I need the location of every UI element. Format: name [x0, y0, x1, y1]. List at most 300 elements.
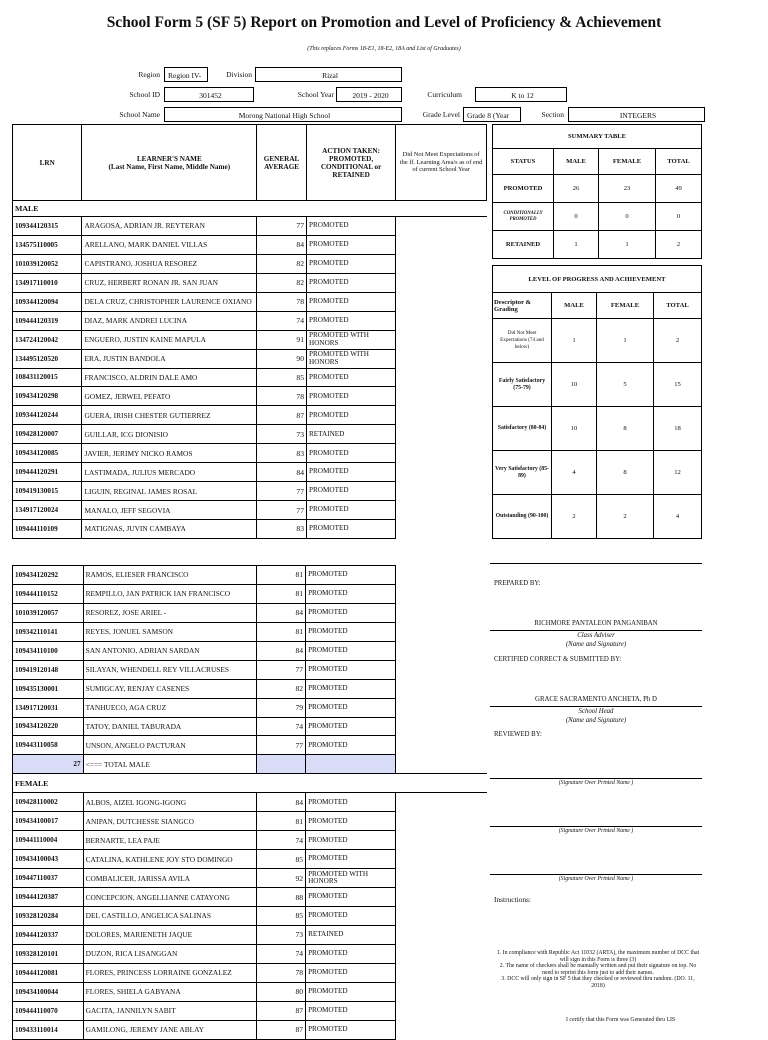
- progress-female: 1: [597, 319, 654, 363]
- instruction-item: 2. The name of checkers shall be manually written and put their signature on top. No need to reprint this form just to add their names.: [499, 963, 697, 976]
- learner-row: [13, 566, 488, 585]
- learner-row: [13, 501, 487, 520]
- section-label: Section: [541, 110, 564, 119]
- learner-action: PROMOTED WITH HONORS: [306, 869, 396, 888]
- learner-dnm: [396, 235, 487, 254]
- learner-average: 87: [257, 1020, 306, 1039]
- learner-name: DUZON, RICA LISANGGAN: [83, 944, 257, 963]
- head-role: School Head: [578, 708, 614, 715]
- learner-average: 77: [257, 736, 306, 755]
- learner-row: [13, 982, 488, 1001]
- learner-action: PROMOTED: [306, 660, 396, 679]
- learner-lrn: 134724120042: [13, 330, 82, 349]
- school-year-value: 2019 - 2020: [336, 87, 402, 102]
- summary-col-status: STATUS: [493, 149, 554, 175]
- learner-average: 84: [257, 603, 306, 622]
- learner-name: DEL CASTILLO, ANGELICA SALINAS: [83, 907, 257, 926]
- learner-name: CATALINA, KATHLENE JOY STO DOMINGO: [83, 850, 257, 869]
- learner-lrn: 101039120052: [13, 254, 82, 273]
- learner-lrn: 109328120284: [13, 907, 84, 926]
- col-dnm: Did Not Meet Expectations of the ff. Learning Area/s as of end of current School Year: [396, 125, 487, 201]
- progress-male: 2: [552, 495, 597, 539]
- learner-dnm: [396, 292, 487, 311]
- summary-total: 0: [656, 203, 702, 231]
- learner-row: [13, 584, 488, 603]
- learner-lrn: 109447110037: [13, 869, 84, 888]
- learner-lrn: 109328120101: [13, 944, 84, 963]
- learner-row: [13, 679, 488, 698]
- learner-action: PROMOTED: [307, 444, 396, 463]
- learner-average: 90: [257, 349, 307, 368]
- learner-average: 74: [257, 717, 306, 736]
- learner-dnm: [396, 907, 487, 926]
- learner-average: 74: [257, 311, 307, 330]
- section-value: INTEGERS: [568, 107, 705, 122]
- learner-row: [13, 273, 487, 292]
- summary-col-female: FEMALE: [599, 149, 656, 175]
- learner-average: 78: [257, 292, 307, 311]
- progress-female: 5: [597, 363, 654, 407]
- learner-name: FRANCISCO, ALDRIN DALE AMO: [82, 368, 257, 387]
- learner-dnm: [396, 660, 487, 679]
- learner-name: UNSON, ANGELO PACTURAN: [83, 736, 257, 755]
- learner-average: 84: [257, 235, 307, 254]
- male-section-label: MALE: [13, 201, 487, 217]
- learner-lrn: 109344120244: [13, 406, 82, 425]
- learner-lrn: 109434100017: [13, 812, 84, 831]
- learner-action: PROMOTED: [306, 641, 396, 660]
- progress-row: [493, 407, 702, 451]
- learner-lrn: 109433110014: [13, 1020, 84, 1039]
- progress-total: 12: [654, 451, 702, 495]
- learner-action: PROMOTED: [307, 254, 396, 273]
- learner-name: GAMILONG, JEREMY JANE ABLAY: [83, 1020, 257, 1039]
- learner-dnm: [396, 603, 487, 622]
- summary-female: 23: [599, 175, 656, 203]
- learner-dnm: [396, 463, 487, 482]
- summary-status: PROMOTED: [493, 175, 554, 203]
- learner-lrn: 109444110152: [13, 584, 84, 603]
- grade-level-value: Grade 8 (Year: [463, 107, 521, 122]
- learner-dnm: [396, 349, 487, 368]
- learner-row: [13, 254, 487, 273]
- learner-action: PROMOTED: [307, 482, 396, 501]
- learner-average: 74: [257, 831, 306, 850]
- learner-dnm: [396, 330, 487, 349]
- col-name-sub: (Last Name, First Name, Middle Name): [108, 162, 231, 171]
- learner-name: MATIGNAS, JUVIN CAMBAYA: [82, 520, 257, 539]
- learner-action: PROMOTED: [306, 982, 396, 1001]
- progress-desc: Fairly Satisfactory (75-79): [493, 363, 552, 407]
- learner-action: PROMOTED: [307, 235, 396, 254]
- learner-name: SAN ANTONIO, ADRIAN SARDAN: [83, 641, 257, 660]
- learner-average: 88: [257, 888, 306, 907]
- learner-action: PROMOTED: [307, 501, 396, 520]
- learner-row: [13, 793, 488, 812]
- learner-name: MANALO, JEFF SEGOVIA: [82, 501, 257, 520]
- learner-action: PROMOTED: [306, 1020, 396, 1039]
- grade-level-label: Grade Level: [422, 110, 460, 119]
- sig-over-1: (Signature Over Printed Name ): [558, 780, 634, 786]
- division-label: Division: [226, 70, 252, 79]
- learner-row: [13, 869, 488, 888]
- learner-action: PROMOTED: [306, 679, 396, 698]
- learner-action: PROMOTED: [307, 368, 396, 387]
- summary-status: CONDITIONALLY PROMOTED: [493, 203, 554, 231]
- learner-average: 85: [257, 850, 306, 869]
- summary-female: 0: [599, 203, 656, 231]
- learner-dnm: [396, 925, 487, 944]
- learner-lrn: 109444120319: [13, 311, 82, 330]
- learner-name: TATOY, DANIEL TABURADA: [83, 717, 257, 736]
- learner-lrn: 134917120031: [13, 698, 84, 717]
- learner-average: 77: [257, 660, 306, 679]
- learner-row: [13, 622, 488, 641]
- learner-average: 85: [257, 368, 307, 387]
- learner-dnm: [396, 963, 487, 982]
- learner-row: [13, 944, 488, 963]
- learner-row: [13, 406, 487, 425]
- learner-name: SILAYAN, WHENDELL REY VILLACRUSES: [83, 660, 257, 679]
- learner-action: PROMOTED: [307, 463, 396, 482]
- learner-action: PROMOTED: [306, 622, 396, 641]
- prepared-by-label: PREPARED BY:: [494, 580, 541, 587]
- summary-male: 1: [554, 231, 599, 259]
- head-sub: (Name and Signature): [565, 717, 627, 724]
- progress-row: [493, 319, 702, 363]
- learner-dnm: [396, 831, 487, 850]
- learner-average: 81: [257, 812, 306, 831]
- learner-row: [13, 907, 488, 926]
- learner-average: 85: [257, 907, 306, 926]
- learner-name: GUERA, IRISH CHESTER GUTIERREZ: [82, 406, 257, 425]
- learner-lrn: 109434100044: [13, 982, 84, 1001]
- learner-lrn: 134917120024: [13, 501, 82, 520]
- progress-col-total: TOTAL: [654, 293, 702, 319]
- progress-col-male: MALE: [552, 293, 597, 319]
- learner-average: 81: [257, 622, 306, 641]
- summary-total: 2: [656, 231, 702, 259]
- learner-dnm: [396, 812, 487, 831]
- progress-row: [493, 495, 702, 539]
- learner-action: PROMOTED WITH HONORS: [307, 330, 396, 349]
- learner-average: 87: [257, 406, 307, 425]
- learner-row: [13, 425, 487, 444]
- female-section-label: FEMALE: [13, 774, 488, 793]
- learner-name: REYES, JONUEL SAMSON: [83, 622, 257, 641]
- learner-action: PROMOTED: [306, 566, 396, 585]
- learner-name: FLORES, SHIELA GABYANA: [83, 982, 257, 1001]
- learner-action: PROMOTED: [306, 736, 396, 755]
- learner-name: ALBOS, AIZEL IGONG-IGONG: [83, 793, 257, 812]
- progress-female: 8: [597, 451, 654, 495]
- learner-name: ARAGOSA, ADRIAN JR. REYTERAN: [82, 217, 257, 236]
- learner-action: PROMOTED: [307, 406, 396, 425]
- learner-row: [13, 888, 488, 907]
- learner-action: PROMOTED: [306, 812, 396, 831]
- learner-name: DELA CRUZ, CHRISTOPHER LAURENCE OXIANO: [82, 292, 257, 311]
- total-male-label: <=== TOTAL MALE: [83, 755, 257, 774]
- school-name-value: Morong National High School: [164, 107, 402, 122]
- learner-dnm: [396, 869, 487, 888]
- learner-average: 81: [257, 584, 306, 603]
- col-lrn: LRN: [13, 125, 82, 201]
- curriculum-value: K to 12: [475, 87, 567, 102]
- instruction-item: 3. DCC will only sign in SF 5 that they checked or reviewed thru random. (DO. 11, 2018): [501, 976, 695, 989]
- progress-male: 4: [552, 451, 597, 495]
- learner-row: [13, 217, 487, 236]
- learner-average: 77: [257, 217, 307, 236]
- learner-action: RETAINED: [307, 425, 396, 444]
- total-male-count: 27: [13, 755, 84, 774]
- learner-name: COMBALICER, JARISSA AVILA: [83, 869, 257, 888]
- progress-total: 18: [654, 407, 702, 451]
- learner-action: PROMOTED: [306, 603, 396, 622]
- col-action: ACTION TAKEN: PROMOTED, CONDITIONAL or RETAINED: [307, 125, 396, 201]
- learner-average: 84: [257, 793, 306, 812]
- learner-average: 84: [257, 463, 307, 482]
- learner-name: CONCEPCION, ANGELLIANNE CATAYONG: [83, 888, 257, 907]
- learner-average: 81: [257, 566, 306, 585]
- learner-row: [13, 349, 487, 368]
- learner-name: SUMIGCAY, RENJAY CASENES: [83, 679, 257, 698]
- learner-average: 82: [257, 254, 307, 273]
- learner-dnm: [396, 736, 487, 755]
- learner-lrn: 109434120085: [13, 444, 82, 463]
- learner-dnm: [396, 311, 487, 330]
- learner-name: GOMEZ, JERWEL PEFATO: [82, 387, 257, 406]
- learner-action: PROMOTED: [307, 387, 396, 406]
- learner-action: PROMOTED: [306, 907, 396, 926]
- learner-table-page1: [12, 124, 487, 539]
- learner-lrn: 101039120057: [13, 603, 84, 622]
- learner-dnm: [396, 698, 487, 717]
- learner-dnm: [396, 622, 487, 641]
- learner-row: [13, 603, 488, 622]
- learner-lrn: 109428120007: [13, 425, 82, 444]
- learner-action: PROMOTED WITH HONORS: [307, 349, 396, 368]
- learner-action: PROMOTED: [306, 831, 396, 850]
- region-value: Region IV-: [164, 67, 208, 82]
- learner-name: CAPISTRANO, JOSHUA RESOREZ: [82, 254, 257, 273]
- learner-dnm: [396, 387, 487, 406]
- col-name: [82, 125, 257, 201]
- learner-row: [13, 698, 488, 717]
- learner-dnm: [396, 425, 487, 444]
- progress-col-female: FEMALE: [597, 293, 654, 319]
- progress-female: 2: [597, 495, 654, 539]
- progress-row: [493, 451, 702, 495]
- learner-average: 78: [257, 387, 307, 406]
- sig-over-3: (Signature Over Printed Name ): [558, 876, 634, 882]
- learner-action: PROMOTED: [306, 793, 396, 812]
- learner-lrn: 109344120315: [13, 217, 82, 236]
- learner-row: [13, 387, 487, 406]
- learner-action: PROMOTED: [307, 520, 396, 539]
- learner-row: [13, 925, 488, 944]
- progress-desc: Did Not Meet Expectations (74 and below): [493, 319, 552, 363]
- learner-lrn: 109419120148: [13, 660, 84, 679]
- adviser-role: Class Adviser: [577, 632, 615, 639]
- certified-label: CERTIFIED CORRECT & SUBMITTED BY:: [494, 656, 622, 663]
- learner-row: [13, 660, 488, 679]
- progress-male: 1: [552, 319, 597, 363]
- learner-average: 84: [257, 641, 306, 660]
- learner-row: [13, 482, 487, 501]
- learner-dnm: [396, 982, 487, 1001]
- learner-dnm: [396, 679, 487, 698]
- learner-row: [13, 235, 487, 254]
- learner-dnm: [396, 944, 487, 963]
- learner-action: PROMOTED: [306, 1001, 396, 1020]
- learner-name: LIGUIN, REGINAL JAMES ROSAL: [82, 482, 257, 501]
- learner-action: PROMOTED: [307, 311, 396, 330]
- learner-action: PROMOTED: [306, 717, 396, 736]
- learner-name: RESOREZ, JOSE ARIEL -: [83, 603, 257, 622]
- learner-action: PROMOTED: [306, 963, 396, 982]
- learner-lrn: 109444120081: [13, 963, 84, 982]
- learner-name: JAVIER, JERIMY NICKO RAMOS: [82, 444, 257, 463]
- learner-row: [13, 368, 487, 387]
- learner-row: [13, 311, 487, 330]
- learner-average: 91: [257, 330, 307, 349]
- learner-row: [13, 1001, 488, 1020]
- learner-average: 73: [257, 425, 307, 444]
- learner-lrn: 109443110058: [13, 736, 84, 755]
- learner-row: [13, 717, 488, 736]
- learner-lrn: 109444110070: [13, 1001, 84, 1020]
- learner-average: 83: [257, 444, 307, 463]
- instruction-item: 1. In compliance with Republic Act 11032 (ARTA), the maximum number of DCC that will sign in this Form is three (3): [496, 950, 700, 963]
- learner-lrn: 134575110005: [13, 235, 82, 254]
- learner-action: PROMOTED: [306, 698, 396, 717]
- summary-table: [492, 124, 702, 259]
- learner-name: ARELLANO, MARK DANIEL VILLAS: [82, 235, 257, 254]
- learner-action: PROMOTED: [307, 217, 396, 236]
- curriculum-label: Curriculum: [427, 90, 462, 99]
- learner-dnm: [396, 406, 487, 425]
- learner-action: PROMOTED: [306, 944, 396, 963]
- school-id-value: 301452: [164, 87, 254, 102]
- learner-name: ERA, JUSTIN BANDOLA: [82, 349, 257, 368]
- learner-lrn: 109434120292: [13, 566, 84, 585]
- learner-lrn: 109419130015: [13, 482, 82, 501]
- learner-average: 82: [257, 273, 307, 292]
- learner-dnm: [396, 520, 487, 539]
- learner-lrn: 134495120520: [13, 349, 82, 368]
- learner-row: [13, 641, 488, 660]
- learner-action: PROMOTED: [307, 292, 396, 311]
- learner-row: [13, 444, 487, 463]
- learner-average: 87: [257, 1001, 306, 1020]
- learner-average: 77: [257, 482, 307, 501]
- learner-dnm: [396, 368, 487, 387]
- instructions-list: [494, 950, 702, 990]
- learner-name: GACITA, JANNILYN SABIT: [83, 1001, 257, 1020]
- progress-desc: Very Satisfactory (85-89): [493, 451, 552, 495]
- school-year-label: School Year: [297, 90, 334, 99]
- learner-name: RAMOS, ELIESER FRANCISCO: [83, 566, 257, 585]
- page-title: School Form 5 (SF 5) Report on Promotion and Level of Proficiency & Achievement: [106, 14, 662, 31]
- learner-name: BERNARTE, LEA PAJE: [83, 831, 257, 850]
- progress-total: 15: [654, 363, 702, 407]
- learner-lrn: 109434120298: [13, 387, 82, 406]
- learner-dnm: [396, 1001, 487, 1020]
- learner-dnm: [396, 1020, 487, 1039]
- learner-dnm: [396, 717, 487, 736]
- learner-row: [13, 463, 487, 482]
- learner-row: [13, 292, 487, 311]
- sig-over-2: (Signature Over Printed Name ): [558, 828, 634, 834]
- learner-average: 73: [257, 925, 306, 944]
- learner-row: [13, 330, 487, 349]
- learner-name: ANIPAN, DUTCHESSE SIANGCO: [83, 812, 257, 831]
- learner-dnm: [396, 217, 487, 236]
- summary-male: 0: [554, 203, 599, 231]
- progress-col-desc: Descriptor & Grading: [493, 293, 552, 319]
- learner-average: 78: [257, 963, 306, 982]
- learner-action: PROMOTED: [306, 584, 396, 603]
- summary-male: 26: [554, 175, 599, 203]
- summary-female: 1: [599, 231, 656, 259]
- learner-action: RETAINED: [306, 925, 396, 944]
- learner-dnm: [396, 641, 487, 660]
- learner-lrn: 108431120015: [13, 368, 82, 387]
- learner-average: 83: [257, 520, 307, 539]
- summary-status: RETAINED: [493, 231, 554, 259]
- learner-average: 79: [257, 698, 306, 717]
- progress-male: 10: [552, 363, 597, 407]
- adviser-sub: (Name and Signature): [565, 641, 627, 648]
- progress-title: LEVEL OF PROGRESS AND ACHIEVEMENT: [493, 266, 702, 293]
- total-male-action: [306, 755, 396, 774]
- learner-row: [13, 963, 488, 982]
- progress-female: 8: [597, 407, 654, 451]
- learner-name: REMPILLO, JAN PATRICK IAN FRANCISCO: [83, 584, 257, 603]
- learner-lrn: 109428110002: [13, 793, 84, 812]
- learner-name: CRUZ, HERBERT RONAN JR. SAN JUAN: [82, 273, 257, 292]
- learner-name: GUILLAR, ICG DIONISIO: [82, 425, 257, 444]
- head-name: GRACE SACRAMENTO ANCHETA, Ph D: [535, 696, 657, 703]
- progress-total: 4: [654, 495, 702, 539]
- learner-name: LASTIMADA, JULIUS MERCADO: [82, 463, 257, 482]
- learner-name: TANHUECO, AGA CRUZ: [83, 698, 257, 717]
- progress-row: [493, 363, 702, 407]
- learner-lrn: 109434110100: [13, 641, 84, 660]
- learner-lrn: 109444120337: [13, 925, 84, 944]
- summary-total: 49: [656, 175, 702, 203]
- adviser-name: RICHMORE PANTALEON PANGANIBAN: [534, 620, 658, 627]
- summary-title: SUMMARY TABLE: [493, 125, 702, 149]
- learner-lrn: 109434120220: [13, 717, 84, 736]
- learner-row: [13, 520, 487, 539]
- learner-lrn: 109441110004: [13, 831, 84, 850]
- learner-row: [13, 736, 488, 755]
- learner-dnm: [396, 501, 487, 520]
- learner-average: 77: [257, 501, 307, 520]
- learner-average: 80: [257, 982, 306, 1001]
- learner-average: 92: [257, 869, 306, 888]
- page-subtitle: (This replaces Forms 18-E1, 18-E2, 18A and List of Graduates): [307, 46, 461, 52]
- learner-dnm: [396, 482, 487, 501]
- summary-col-total: TOTAL: [656, 149, 702, 175]
- learner-dnm: [396, 793, 487, 812]
- col-average: GENERAL AVERAGE: [257, 125, 307, 201]
- instructions-title: Instructions:: [494, 895, 531, 904]
- learner-row: [13, 1020, 488, 1039]
- progress-table: [492, 265, 702, 539]
- learner-name: ENGUERO, JUSTIN KAINE MAPULA: [82, 330, 257, 349]
